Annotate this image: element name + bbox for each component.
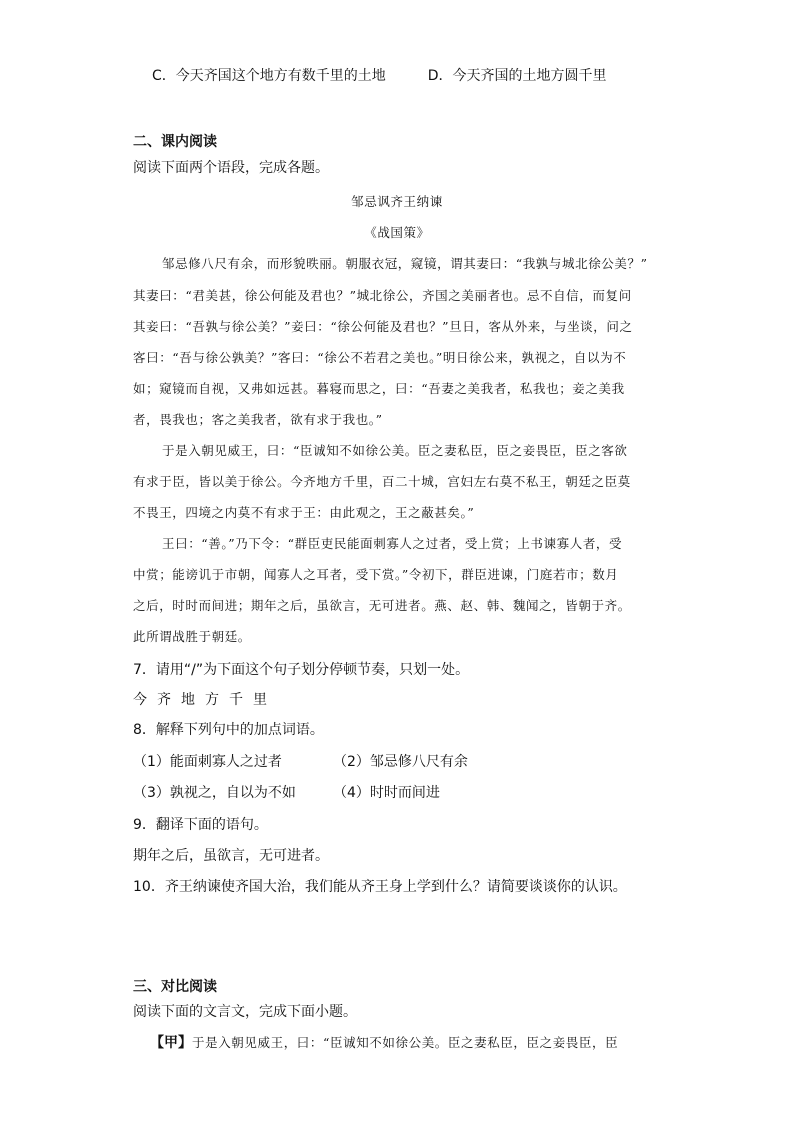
passage-line: 者，畏我也；客之美我者，欲有求于我也。” bbox=[133, 412, 383, 427]
q8-item: （3）孰视之，自以为不如 bbox=[133, 785, 296, 801]
option-c: C．今天齐国这个地方有数千里的土地 bbox=[152, 68, 386, 84]
passage-line: 此所谓战胜于朝廷。 bbox=[133, 629, 251, 644]
passage-text: 于是入朝见威王，曰：“臣诚知不如徐公美。臣之妻私臣，臣之妾畏臣，臣 bbox=[192, 1035, 619, 1050]
question-8-row bbox=[133, 752, 468, 772]
question-9: 9．翻译下面的语句。 bbox=[133, 817, 268, 833]
q8-item: （4）时时而间进 bbox=[333, 785, 440, 801]
question-7-sentence: 今齐地方千里 bbox=[133, 692, 277, 708]
q8-item: （2）邹忌修八尺有余 bbox=[333, 754, 468, 770]
question-10: 10．齐王纳谏使齐国大治，我们能从齐王身上学到什么？请简要谈谈你的认识。 bbox=[133, 879, 627, 895]
q8-item: （1）能面刺寡人之过者 bbox=[133, 754, 282, 770]
passage-label: 【甲】 bbox=[150, 1035, 192, 1051]
section2-heading: 二、课内阅读 bbox=[133, 134, 217, 150]
passage-line: 有求于臣，皆以美于徐公。今齐地方千里，百二十城，宫妇左右莫不私王，朝廷之臣莫 bbox=[133, 474, 631, 489]
section3-instruction: 阅读下面的文言文，完成下面小题。 bbox=[133, 1004, 357, 1020]
question-8-row bbox=[133, 783, 440, 803]
passage-title: 邹忌讽齐王纳谏 bbox=[351, 194, 443, 209]
passage-line: 邹忌修八尺有余，而形貌昳丽。朝服衣冠，窥镜，谓其妻曰：“我孰与城北徐公美？” bbox=[162, 256, 648, 271]
section3-heading: 三、对比阅读 bbox=[133, 979, 217, 995]
passage-line: 不畏王，四境之内莫不有求于王：由此观之，王之蔽甚矣。” bbox=[133, 505, 475, 520]
passage-line: 之后，时时而间进；期年之后，虽欲言，无可进者。燕、赵、韩、魏闻之，皆朝于齐。 bbox=[133, 598, 631, 613]
passage-line: 王曰：“善。”乃下令：“群臣吏民能面刺寡人之过者，受上赏；上书谏寡人者，受 bbox=[162, 536, 623, 551]
section3-passage-line bbox=[150, 1033, 618, 1053]
option-d: D．今天齐国的土地方圆千里 bbox=[427, 68, 607, 84]
passage-line: 如；窥镜而自视，又弗如远甚。暮寝而思之，曰：“吾妻之美我者，私我也；妾之美我 bbox=[133, 381, 625, 396]
question-7: 7．请用“/”为下面这个句子划分停顿节奏，只划一处。 bbox=[133, 662, 470, 678]
passage-line: 客曰：“吾与徐公孰美？”客曰：“徐公不若君之美也。”明日徐公来，孰视之，自以为不 bbox=[133, 350, 627, 365]
passage-line: 中赏；能谤讥于市朝，闻寡人之耳者，受下赏。”令初下，群臣进谏，门庭若市；数月 bbox=[133, 567, 619, 582]
question-9-sentence: 期年之后，虽欲言，无可进者。 bbox=[133, 848, 329, 864]
passage-line: 其妾曰：“吾孰与徐公美？”妾曰：“徐公何能及君也？”旦日，客从外来，与坐谈，问之 bbox=[133, 319, 633, 334]
question-8: 8．解释下列句中的加点词语。 bbox=[133, 722, 324, 738]
passage-source: 《战国策》 bbox=[364, 225, 430, 240]
section2-instruction: 阅读下面两个语段，完成各题。 bbox=[133, 160, 329, 176]
passage-line: 其妻曰：“君美甚，徐公何能及君也？”城北徐公，齐国之美丽者也。忌不自信，而复问 bbox=[133, 288, 632, 303]
passage-line: 于是入朝见威王，曰：“臣诚知不如徐公美。臣之妻私臣，臣之妾畏臣，臣之客欲 bbox=[162, 443, 628, 458]
option-line bbox=[152, 66, 607, 86]
